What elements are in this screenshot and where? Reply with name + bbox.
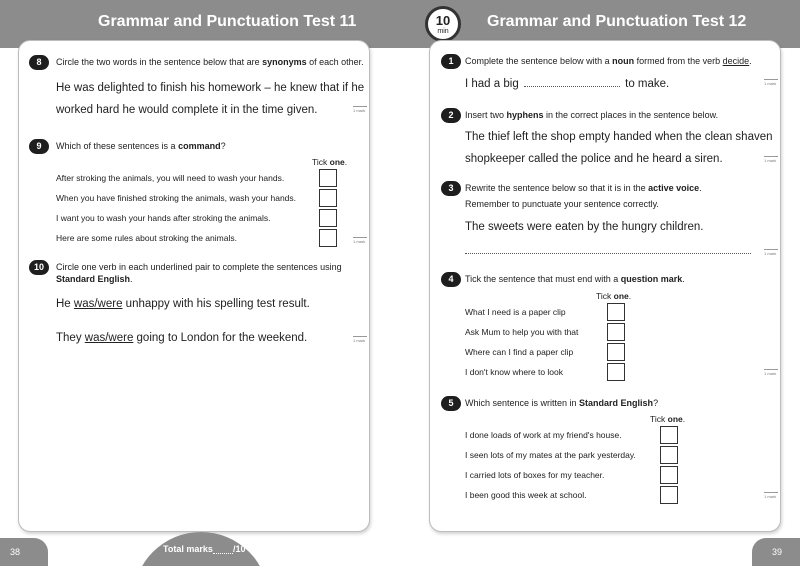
right-question-panel [429, 40, 781, 532]
option-text: I done loads of work at my friend's house. [465, 430, 622, 440]
question-prompt: Complete the sentence below with a noun formed from the verb decide. [465, 56, 752, 66]
question-prompt: Circle one verb in each underlined pair to complete the sentences using [56, 262, 342, 272]
total-marks-denominator: /10 [233, 544, 246, 554]
timer-unit: min [437, 28, 449, 35]
question-sentence: I had a big to make. [465, 78, 670, 90]
mark-indicator: 1 mark [764, 371, 777, 376]
option-text: What I need is a paper clip [465, 307, 566, 317]
question-number-badge: 3 [441, 181, 461, 196]
question-sentence[interactable]: shopkeeper called the police and he heard a siren. [465, 153, 723, 165]
mark-indicator: 1 mark [353, 338, 366, 343]
option-text: I carried lots of boxes for my teacher. [465, 470, 605, 480]
page-number-right: 39 [752, 538, 800, 566]
option-text: I seen lots of my mates at the park yesterday. [465, 450, 636, 460]
left-page-title: Grammar and Punctuation Test 11 [98, 13, 357, 30]
question-number-badge: 8 [29, 55, 49, 70]
answer-line[interactable] [465, 253, 751, 254]
question-sentence: The sweets were eaten by the hungry children. [465, 221, 704, 233]
option-text: I don't know where to look [465, 367, 564, 377]
question-sentence[interactable]: worked hard he would complete it in the time given. [56, 104, 318, 116]
question-prompt: Standard English. [56, 274, 133, 284]
tick-box[interactable] [607, 343, 625, 361]
question-prompt: Which of these sentences is a command? [56, 141, 226, 151]
total-marks-blank[interactable] [213, 553, 233, 554]
question-number-badge: 2 [441, 108, 461, 123]
question-number-badge: 5 [441, 396, 461, 411]
tick-box[interactable] [607, 363, 625, 381]
question-sentence: They was/were going to London for the weekend. [56, 332, 308, 344]
right-page-title: Grammar and Punctuation Test 12 [487, 13, 747, 30]
mark-indicator: 1 mark [764, 158, 777, 163]
question-sentence[interactable]: The thief left the shop empty handed when the clean shaven [465, 131, 773, 143]
timer-value: 10 [435, 13, 451, 28]
question-prompt: Circle the two words in the sentence below that are synonyms of each other. [56, 57, 364, 67]
answer-blank[interactable] [524, 77, 620, 87]
tick-box[interactable] [660, 426, 678, 444]
question-instruction: Remember to punctuate your sentence correctly. [465, 199, 659, 209]
question-number-badge: 10 [29, 260, 49, 275]
option-text: When you have finished stroking the animals, wash your hands. [56, 193, 297, 203]
tick-box[interactable] [319, 209, 337, 227]
question-sentence: He was/were unhappy with his spelling test result. [56, 298, 310, 310]
timer-badge [425, 6, 461, 42]
mark-indicator: 1 mark [764, 81, 777, 86]
mark-indicator: 1 mark [353, 108, 366, 113]
tick-one-label: Tick one. [596, 291, 632, 301]
question-number-badge: 9 [29, 139, 49, 154]
total-marks-tab [133, 532, 269, 566]
question-prompt: Tick the sentence that must end with a question mark. [465, 274, 685, 284]
option-text: After stroking the animals, you will need to wash your hands. [56, 173, 285, 183]
page-number-left: 38 [0, 538, 48, 566]
mark-indicator: 1 mark [764, 494, 777, 499]
option-text: Here are some rules about stroking the animals. [56, 233, 237, 243]
mark-indicator: 1 mark [764, 251, 777, 256]
total-marks-label: Total marks [163, 544, 213, 554]
option-text: Ask Mum to help you with that [465, 327, 579, 337]
tick-box[interactable] [660, 446, 678, 464]
verb-choice[interactable]: was/were [84, 332, 134, 344]
tick-box[interactable] [660, 486, 678, 504]
tick-box[interactable] [607, 303, 625, 321]
question-number-badge: 4 [441, 272, 461, 287]
question-prompt: Which sentence is written in Standard English? [465, 398, 659, 408]
tick-box[interactable] [607, 323, 625, 341]
tick-box[interactable] [319, 229, 337, 247]
option-text: I been good this week at school. [465, 490, 587, 500]
tick-box[interactable] [660, 466, 678, 484]
option-text: Where can I find a paper clip [465, 347, 574, 357]
tick-one-label: Tick one. [312, 157, 348, 167]
option-text: I want you to wash your hands after stroking the animals. [56, 213, 271, 223]
mark-indicator: 1 mark [353, 239, 366, 244]
tick-box[interactable] [319, 189, 337, 207]
question-prompt: Insert two hyphens in the correct places in the sentence below. [465, 110, 719, 120]
verb-choice[interactable]: was/were [73, 298, 123, 310]
question-prompt: Rewrite the sentence below so that it is in the active voice. [465, 183, 702, 193]
question-number-badge: 1 [441, 54, 461, 69]
tick-one-label: Tick one. [650, 414, 686, 424]
left-question-panel [18, 40, 370, 532]
question-sentence[interactable]: He was delighted to finish his homework – he knew that if he [56, 82, 365, 94]
tick-box[interactable] [319, 169, 337, 187]
